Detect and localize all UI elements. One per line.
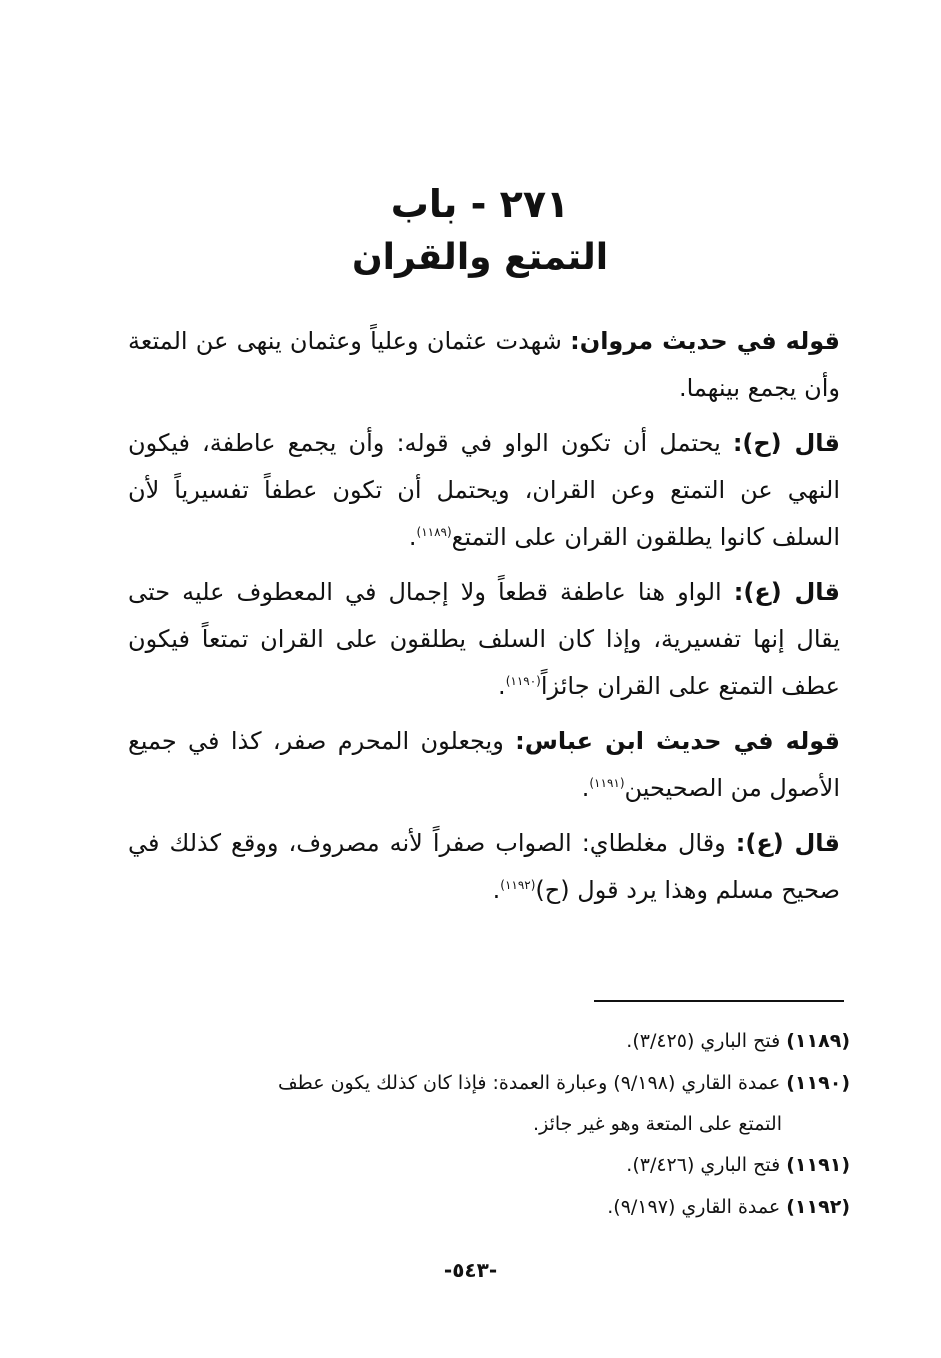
footnote <box>140 1020 850 1062</box>
footnote <box>140 1144 850 1186</box>
footnote-number: (١١٩٠) <box>786 1072 850 1094</box>
paragraph-text: وقال مغلطاي: الصواب صفراً لأنه مصروف، ووقع كذلك في صحيح مسلم وهذا يرد قول (ح) <box>128 829 840 904</box>
footnote-text: عمدة القاري (٩/١٩٧). <box>607 1196 787 1218</box>
footnote-text: فتح الباري (٣/٤٢٥). <box>626 1030 787 1052</box>
paragraph-end: . <box>492 876 501 904</box>
paragraph-text: شهدت عثمان وعلياً وعثمان ينهى عن المتعة وأن يجمع بينهما. <box>128 327 840 402</box>
chapter-title: التمتع والقران <box>351 237 609 278</box>
paragraph-lead: قوله في حديث مروان: <box>570 327 841 355</box>
paragraph-end: . <box>581 774 590 802</box>
paragraph-lead: قال (ع): <box>735 829 840 857</box>
paragraph <box>128 820 840 914</box>
paragraph-text: يحتمل أن تكون الواو في قوله: وأن يجمع عاطفة، فيكون النهي عن التمتع وعن القران، ويحتمل أن تكون عطفاً تفسيرياً لأن السلف كانوا يطلقون القران على التمتع <box>128 429 840 551</box>
paragraph <box>128 718 840 812</box>
footnotes <box>140 1020 850 1228</box>
chapter-heading <box>120 178 840 284</box>
footnote-ref[interactable]: (١١٩١) <box>589 776 625 790</box>
paragraph-lead: قوله في حديث ابن عباس: <box>515 727 840 755</box>
paragraph-end: . <box>408 523 417 551</box>
footnote-text: فتح الباري (٣/٤٢٦). <box>626 1154 787 1176</box>
footnote-number: (١١٩٢) <box>786 1196 850 1218</box>
paragraph-text: ويجعلون المحرم صفر، كذا في جميع الأصول من الصحيحين <box>128 727 840 802</box>
page-number: -٥٤٣- <box>443 1258 498 1282</box>
paragraph <box>128 569 840 710</box>
footnote-ref[interactable]: (١١٨٩) <box>416 525 452 539</box>
paragraph <box>128 420 840 561</box>
paragraph-lead: قال (ح): <box>732 429 840 457</box>
paragraph <box>128 318 840 412</box>
footnote-ref[interactable]: (١١٩٢) <box>500 878 536 892</box>
chapter-number: ٢٧١ - باب <box>390 182 570 226</box>
footnote-number: (١١٩١) <box>786 1154 850 1176</box>
footnote-number: (١١٨٩) <box>786 1030 850 1052</box>
footnote-text: عمدة القاري (٩/١٩٨) وعبارة العمدة: فإذا كان كذلك يكون عطف <box>277 1072 787 1094</box>
footnote <box>140 1186 850 1228</box>
footnote <box>140 1062 850 1104</box>
paragraph-lead: قال (ع): <box>733 578 840 606</box>
paragraph-end: . <box>498 672 506 700</box>
paragraph-text: الواو هنا عاطفة قطعاً ولا إجمال في المعطوف عليه حتى يقال إنها تفسيرية، وإذا كان السلف يطلقون على القران تمتعاً فيكون عطف التمتع على القران جائزاً <box>128 578 840 700</box>
body-text <box>128 318 840 922</box>
footnote-ref[interactable]: (١١٩٠) <box>505 674 541 688</box>
footnote-divider <box>594 1000 844 1002</box>
footnote-continuation: التمتع على المتعة وهو غير جائز. <box>533 1113 782 1135</box>
